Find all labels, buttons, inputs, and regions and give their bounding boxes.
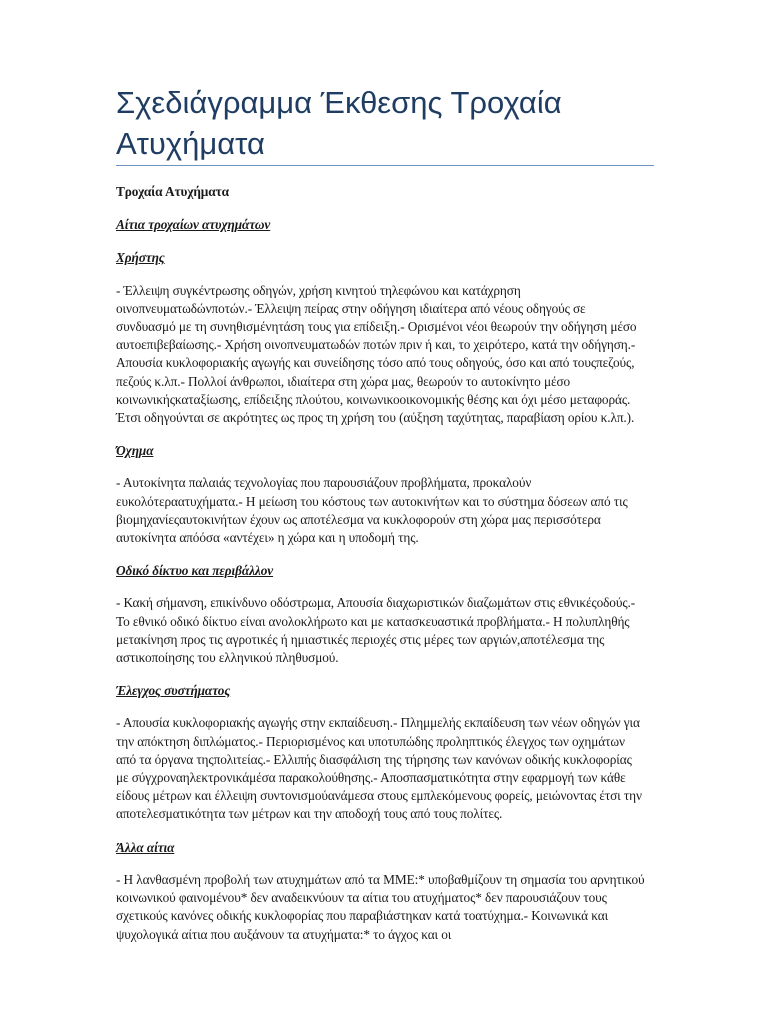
section-heading-vehicle: Όχημα [116, 443, 154, 459]
causes-heading: Αίτια τροχαίων ατυχημάτων [116, 217, 271, 233]
title-divider [116, 165, 654, 166]
section-text-vehicle: - Αυτοκίνητα παλαιάς τεχνολογίας που παρουσιάζουν προβλήματα, προκαλούν ευκολότεραατυχήματα.- Η μείωση του κόστους των αυτοκινήτων και το σύστημα δόσεων από τις βιομηχανίεςαυτοκινήτων έχουν ως αποτέλεσμα να κυκλοφορούν στη χώρα μας περισσότερα αυτοκίνητα απόόσα «αντέχει» η χώρα και η υποδομή της. [116, 475, 628, 546]
section-heading-other-causes: Άλλα αίτια [116, 839, 175, 855]
document-body [116, 183, 646, 944]
section-heading-road-network: Οδικό δίκτυο και περιβάλλον [116, 563, 274, 579]
section-text-user: - Έλλειψη συγκέντρωσης οδηγών, χρήση κινητού τηλεφώνου και κατάχρηση οινοπνευματωδώνποτών.- Έλλειψη πείρας στην οδήγηση ιδιαίτερα από νέους οδηγούς σε συνδυασμό με τη συνηθισμένητάση τους για επίδειξη.- Ορισμένοι νέοι θεωρούν την οδήγηση μέσο αυτοεπιβεβαίωσης.- Χρήση οινοπνευματωδών ποτών πριν ή και, το χειρότερο, κατά την οδήγηση.- Απουσία κυκλοφοριακής αγωγής και συνείδησης τόσο από τους οδηγούς, όσο και από τουςπεζούς, πεζούς κ.λπ.- Πολλοί άνθρωποι, ιδιαίτερα στη χώρα μας, θεωρούν το αυτοκίνητο μέσο κοινωνικήςκαταξίωσης, επίδειξης πλούτου, κοινωνικοοικονομικής θέσης και όχι μέσο μεταφοράς. Έτσι οδηγούνται σε ακρότητες ως προς τη χρήση του (αύξηση ταχύτητας, παραβίαση ορίου κ.λπ.). [116, 282, 637, 426]
section-heading-system-control: Έλεγχος συστήματος [116, 683, 231, 699]
subtitle: Τροχαία Ατυχήματα [116, 184, 229, 199]
section-text-road-network: - Κακή σήμανση, επικίνδυνο οδόστρωμα, Απουσία διαχωριστικών διαζωμάτων στις εθνικέςοδούς.- Το εθνικό οδικό δίκτυο είναι ανολοκλήρωτο και με κατασκευαστικά προβλήματα.- Η πολυπληθής μετακίνηση προς τις αγροτικές ή ημιαστικές περιοχές στις μέρες των αργιών,αποτέλεσμα της αστικοποίησης του ελληνικού πληθυσμού. [116, 595, 636, 666]
section-text-other-causes: - Η λανθασμένη προβολή των ατυχημάτων από τα ΜΜΕ:* υποβαθμίζουν τη σημασία του αρνητικού κοινωνικού φαινομένου* δεν αναδεικνύουν τα αίτια του ατυχήματος* δεν παρουσιάζουν τους σχετικούς κανόνες οδικής κυκλοφορίας που παραβιάστηκαν κατά τοατύχημα.- Κοινωνικά και ψυχολογικά αίτια που αυξάνουν τα ατυχήματα:* το άγχος και οι [116, 871, 645, 942]
document-title: Σχεδιάγραμμα Έκθεσης Τροχαία Ατυχήματα [116, 85, 562, 161]
section-heading-user: Χρήστης [116, 250, 165, 266]
section-text-system-control: - Απουσία κυκλοφοριακής αγωγής στην εκπαίδευση.- Πλημμελής εκπαίδευση των νέων οδηγών για την απόκτηση διπλώματος.- Περιορισμένος και υποτυπώδης προληπτικός έλεγχος των οχημάτων από τα όργανα τηςπολιτείας.- Ελλιπής διασφάλιση της τήρησης των κανόνων οδικής κυκλοφορίας με σύγχροναηλεκτρονικάμέσα παρακολούθησης.- Αποσπασματικότητα στην εφαρμογή των κάθε είδους μέτρων και έλλειψη συντονισμούανάμεσα στους εμπλεκόμενους φορείς, μειώνοντας έτσι την αποτελεσματικότητα των μέτρων και την αποδοχή τους από τους πολίτες. [116, 715, 642, 822]
